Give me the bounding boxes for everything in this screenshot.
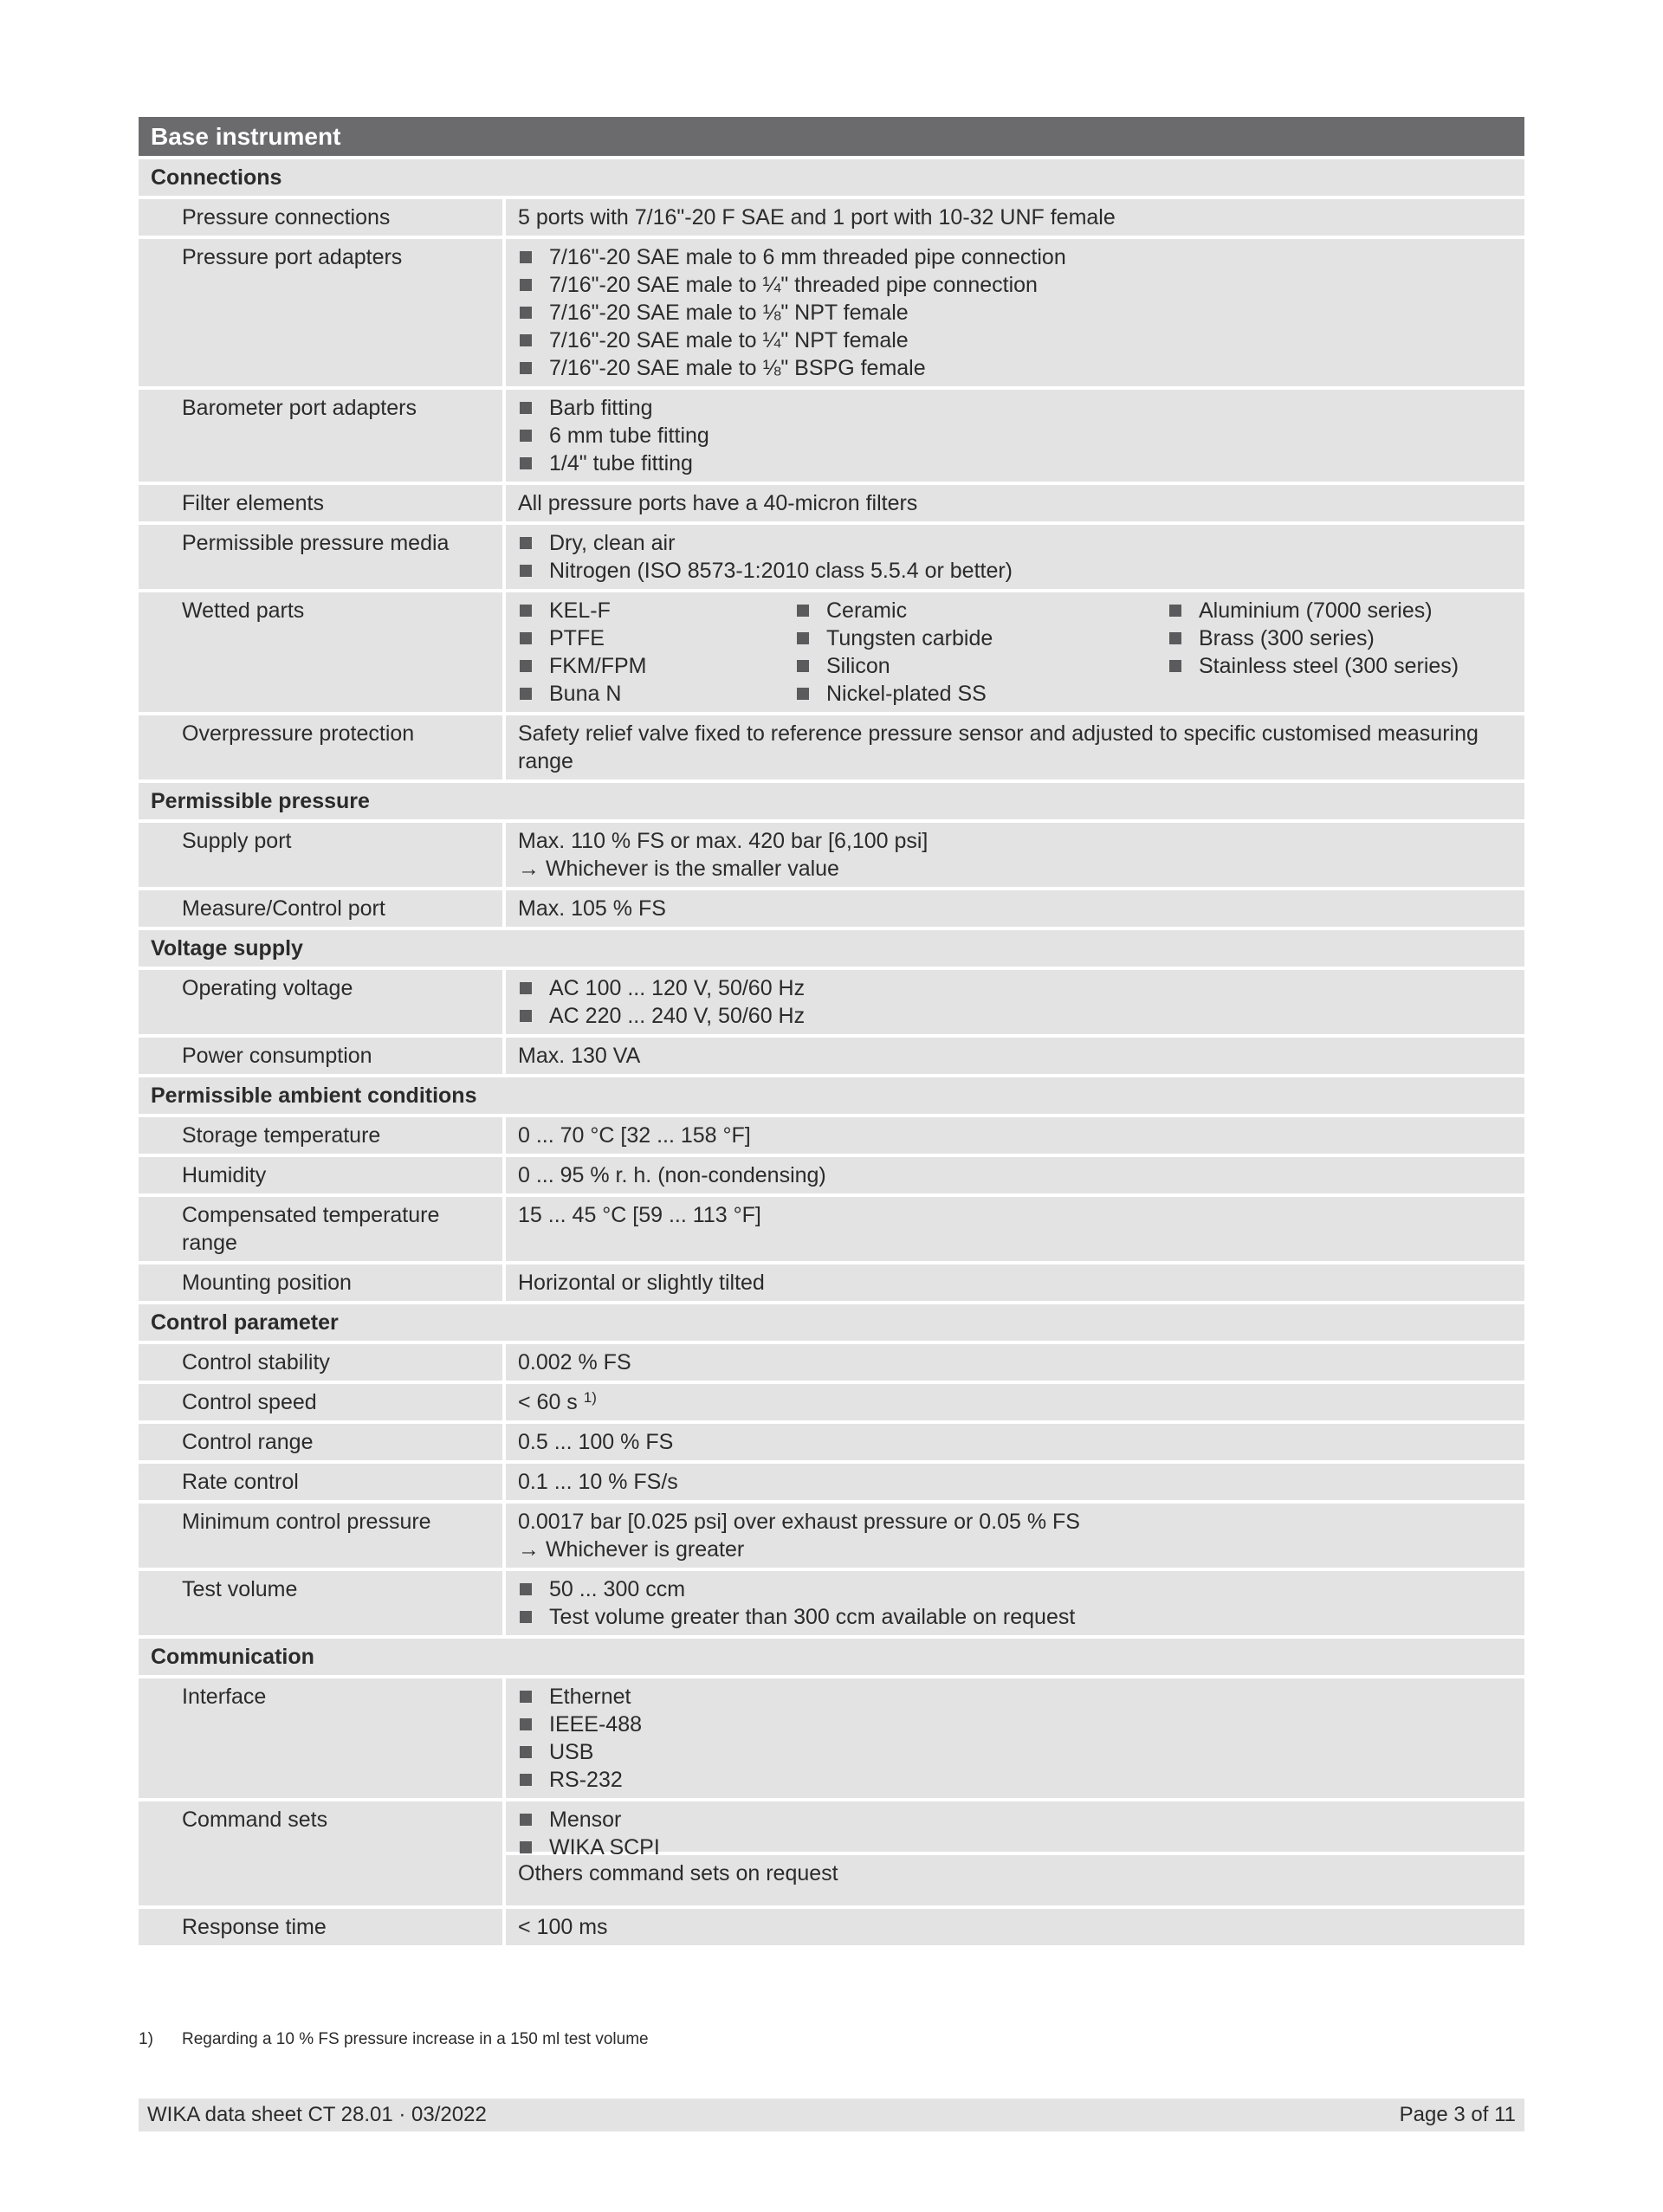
bullet-list — [518, 1575, 1512, 1631]
row-compensated-temperature-range — [139, 1197, 1524, 1261]
row-pressure-connections — [139, 199, 1524, 236]
list-item: Brass (300 series) — [1168, 624, 1512, 652]
row-value — [506, 1571, 1524, 1635]
row-minimum-control-pressure — [139, 1504, 1524, 1568]
bullet-list — [1168, 597, 1512, 708]
row-label: Barometer port adapters — [139, 390, 502, 482]
row-test-volume — [139, 1571, 1524, 1635]
bullet-list — [518, 529, 1512, 585]
row-value: All pressure ports have a 40-micron filters — [506, 485, 1524, 521]
row-value: Horizontal or slightly tilted — [506, 1264, 1524, 1301]
value-line: → Whichever is greater — [518, 1537, 745, 1562]
row-barometer-port-adapters — [139, 390, 1524, 482]
row-value — [506, 239, 1524, 386]
list-item: RS-232 — [518, 1766, 1512, 1794]
section-ambient-conditions: Permissible ambient conditions — [139, 1077, 1524, 1114]
list-item: 7/16"-20 SAE male to ¼" NPT female — [518, 327, 1512, 354]
row-measure-control-port — [139, 890, 1524, 927]
row-value-note: Others command sets on request — [506, 1855, 1524, 1905]
row-value: 0 ... 95 % r. h. (non-condensing) — [506, 1157, 1524, 1193]
footer-page-number: Page 3 of 11 — [1399, 2103, 1516, 2126]
row-label: Command sets — [139, 1801, 502, 1905]
list-item: WIKA SCPI — [518, 1834, 1512, 1861]
list-item: KEL-F — [518, 597, 795, 624]
row-value — [506, 1504, 1524, 1568]
row-label: Mounting position — [139, 1264, 502, 1301]
value-line: Max. 110 % FS or max. 420 bar [6,100 psi] — [518, 829, 929, 853]
list-item: Buna N — [518, 680, 795, 708]
bullet-list — [795, 597, 1168, 708]
row-label: Minimum control pressure — [139, 1504, 502, 1568]
row-supply-port — [139, 823, 1524, 887]
row-label: Power consumption — [139, 1038, 502, 1074]
row-wetted-parts — [139, 592, 1524, 712]
row-humidity — [139, 1157, 1524, 1193]
row-value: 15 ... 45 °C [59 ... 113 °F] — [506, 1197, 1524, 1261]
list-item: 7/16"-20 SAE male to ⅛" NPT female — [518, 299, 1512, 327]
row-label: Humidity — [139, 1157, 502, 1193]
row-value: 5 ports with 7/16"-20 F SAE and 1 port with 10-32 UNF female — [506, 199, 1524, 236]
footer-document-id: WIKA data sheet CT 28.01 · 03/2022 — [147, 2103, 487, 2126]
bullet-list — [518, 1806, 1512, 1861]
row-label: Control stability — [139, 1344, 502, 1381]
row-label: Pressure connections — [139, 199, 502, 236]
row-label: Pressure port adapters — [139, 239, 502, 386]
list-item: Ethernet — [518, 1683, 1512, 1711]
row-label: Overpressure protection — [139, 715, 502, 779]
section-permissible-pressure: Permissible pressure — [139, 783, 1524, 819]
list-item: Nitrogen (ISO 8573-1:2010 class 5.5.4 or better) — [518, 557, 1512, 585]
row-label: Control range — [139, 1424, 502, 1460]
row-value: < 100 ms — [506, 1909, 1524, 1945]
row-value: 0.1 ... 10 % FS/s — [506, 1464, 1524, 1500]
value-text: < 60 s — [518, 1390, 578, 1414]
table-title: Base instrument — [139, 117, 1524, 156]
list-item: Barb fitting — [518, 394, 1512, 422]
list-item: AC 220 ... 240 V, 50/60 Hz — [518, 1002, 1512, 1030]
list-item: Silicon — [795, 652, 1168, 680]
row-mounting-position — [139, 1264, 1524, 1301]
row-storage-temperature — [139, 1117, 1524, 1154]
row-command-sets — [139, 1801, 1524, 1905]
row-value: 0.5 ... 100 % FS — [506, 1424, 1524, 1460]
row-operating-voltage — [139, 970, 1524, 1034]
row-value — [506, 1384, 1524, 1420]
row-response-time — [139, 1909, 1524, 1945]
row-label: Wetted parts — [139, 592, 502, 712]
list-item: USB — [518, 1738, 1512, 1766]
bullet-list — [518, 394, 1512, 477]
section-communication: Communication — [139, 1639, 1524, 1675]
row-control-stability — [139, 1344, 1524, 1381]
row-value — [506, 1678, 1524, 1798]
row-label: Operating voltage — [139, 970, 502, 1034]
list-item: IEEE-488 — [518, 1711, 1512, 1738]
value-line: 0.0017 bar [0.025 psi] over exhaust pressure or 0.05 % FS — [518, 1510, 1080, 1534]
footnote — [139, 2030, 649, 2049]
row-label: Interface — [139, 1678, 502, 1798]
section-connections: Connections — [139, 159, 1524, 196]
bullet-list — [518, 974, 1512, 1030]
list-item: Tungsten carbide — [795, 624, 1168, 652]
list-item: Mensor — [518, 1806, 1512, 1834]
spec-table — [139, 117, 1524, 1949]
row-value — [506, 970, 1524, 1034]
row-pressure-port-adapters — [139, 239, 1524, 386]
row-value: Max. 130 VA — [506, 1038, 1524, 1074]
row-overpressure-protection — [139, 715, 1524, 779]
list-item: 7/16"-20 SAE male to 6 mm threaded pipe connection — [518, 243, 1512, 271]
bullet-list — [518, 243, 1512, 382]
list-item: Dry, clean air — [518, 529, 1512, 557]
list-item: 7/16"-20 SAE male to ⅛" BSPG female — [518, 354, 1512, 382]
row-label: Supply port — [139, 823, 502, 887]
row-power-consumption — [139, 1038, 1524, 1074]
row-interface — [139, 1678, 1524, 1798]
row-value — [506, 823, 1524, 887]
row-label: Permissible pressure media — [139, 525, 502, 589]
footnote-text: Regarding a 10 % FS pressure increase in a 150 ml test volume — [182, 2030, 649, 2048]
row-value: Max. 105 % FS — [506, 890, 1524, 927]
list-item: Aluminium (7000 series) — [1168, 597, 1512, 624]
list-item: 6 mm tube fitting — [518, 422, 1512, 450]
section-control-parameter: Control parameter — [139, 1304, 1524, 1341]
bullet-list — [518, 1683, 1512, 1794]
row-control-range — [139, 1424, 1524, 1460]
footnote-number: 1) — [139, 2030, 153, 2048]
row-value: Safety relief valve fixed to reference pressure sensor and adjusted to specific customised measuring range — [506, 715, 1524, 779]
list-item: Test volume greater than 300 ccm available on request — [518, 1603, 1512, 1631]
row-label: Storage temperature — [139, 1117, 502, 1154]
row-label: Test volume — [139, 1571, 502, 1635]
value-line: → Whichever is the smaller value — [518, 857, 839, 881]
list-item: FKM/FPM — [518, 652, 795, 680]
page-footer — [139, 2099, 1524, 2131]
list-item: Nickel-plated SS — [795, 680, 1168, 708]
list-item: Ceramic — [795, 597, 1168, 624]
list-item: 50 ... 300 ccm — [518, 1575, 1512, 1603]
row-value — [506, 390, 1524, 482]
list-item: 1/4" tube fitting — [518, 450, 1512, 477]
list-item: PTFE — [518, 624, 795, 652]
row-label: Compensated temperature range — [139, 1197, 502, 1261]
row-label: Rate control — [139, 1464, 502, 1500]
row-value: 0 ... 70 °C [32 ... 158 °F] — [506, 1117, 1524, 1154]
row-label: Measure/Control port — [139, 890, 502, 927]
list-item: AC 100 ... 120 V, 50/60 Hz — [518, 974, 1512, 1002]
row-control-speed — [139, 1384, 1524, 1420]
row-value: 0.002 % FS — [506, 1344, 1524, 1381]
row-label: Control speed — [139, 1384, 502, 1420]
list-item: 7/16"-20 SAE male to ¼" threaded pipe connection — [518, 271, 1512, 299]
footnote-ref: 1) — [583, 1389, 597, 1406]
bullet-list — [518, 597, 795, 708]
row-filter-elements — [139, 485, 1524, 521]
list-item: Stainless steel (300 series) — [1168, 652, 1512, 680]
row-rate-control — [139, 1464, 1524, 1500]
row-value — [506, 525, 1524, 589]
row-label: Filter elements — [139, 485, 502, 521]
section-voltage-supply: Voltage supply — [139, 930, 1524, 967]
row-value — [506, 592, 1524, 712]
row-label: Response time — [139, 1909, 502, 1945]
row-value — [506, 1801, 1524, 1860]
row-permissible-pressure-media — [139, 525, 1524, 589]
